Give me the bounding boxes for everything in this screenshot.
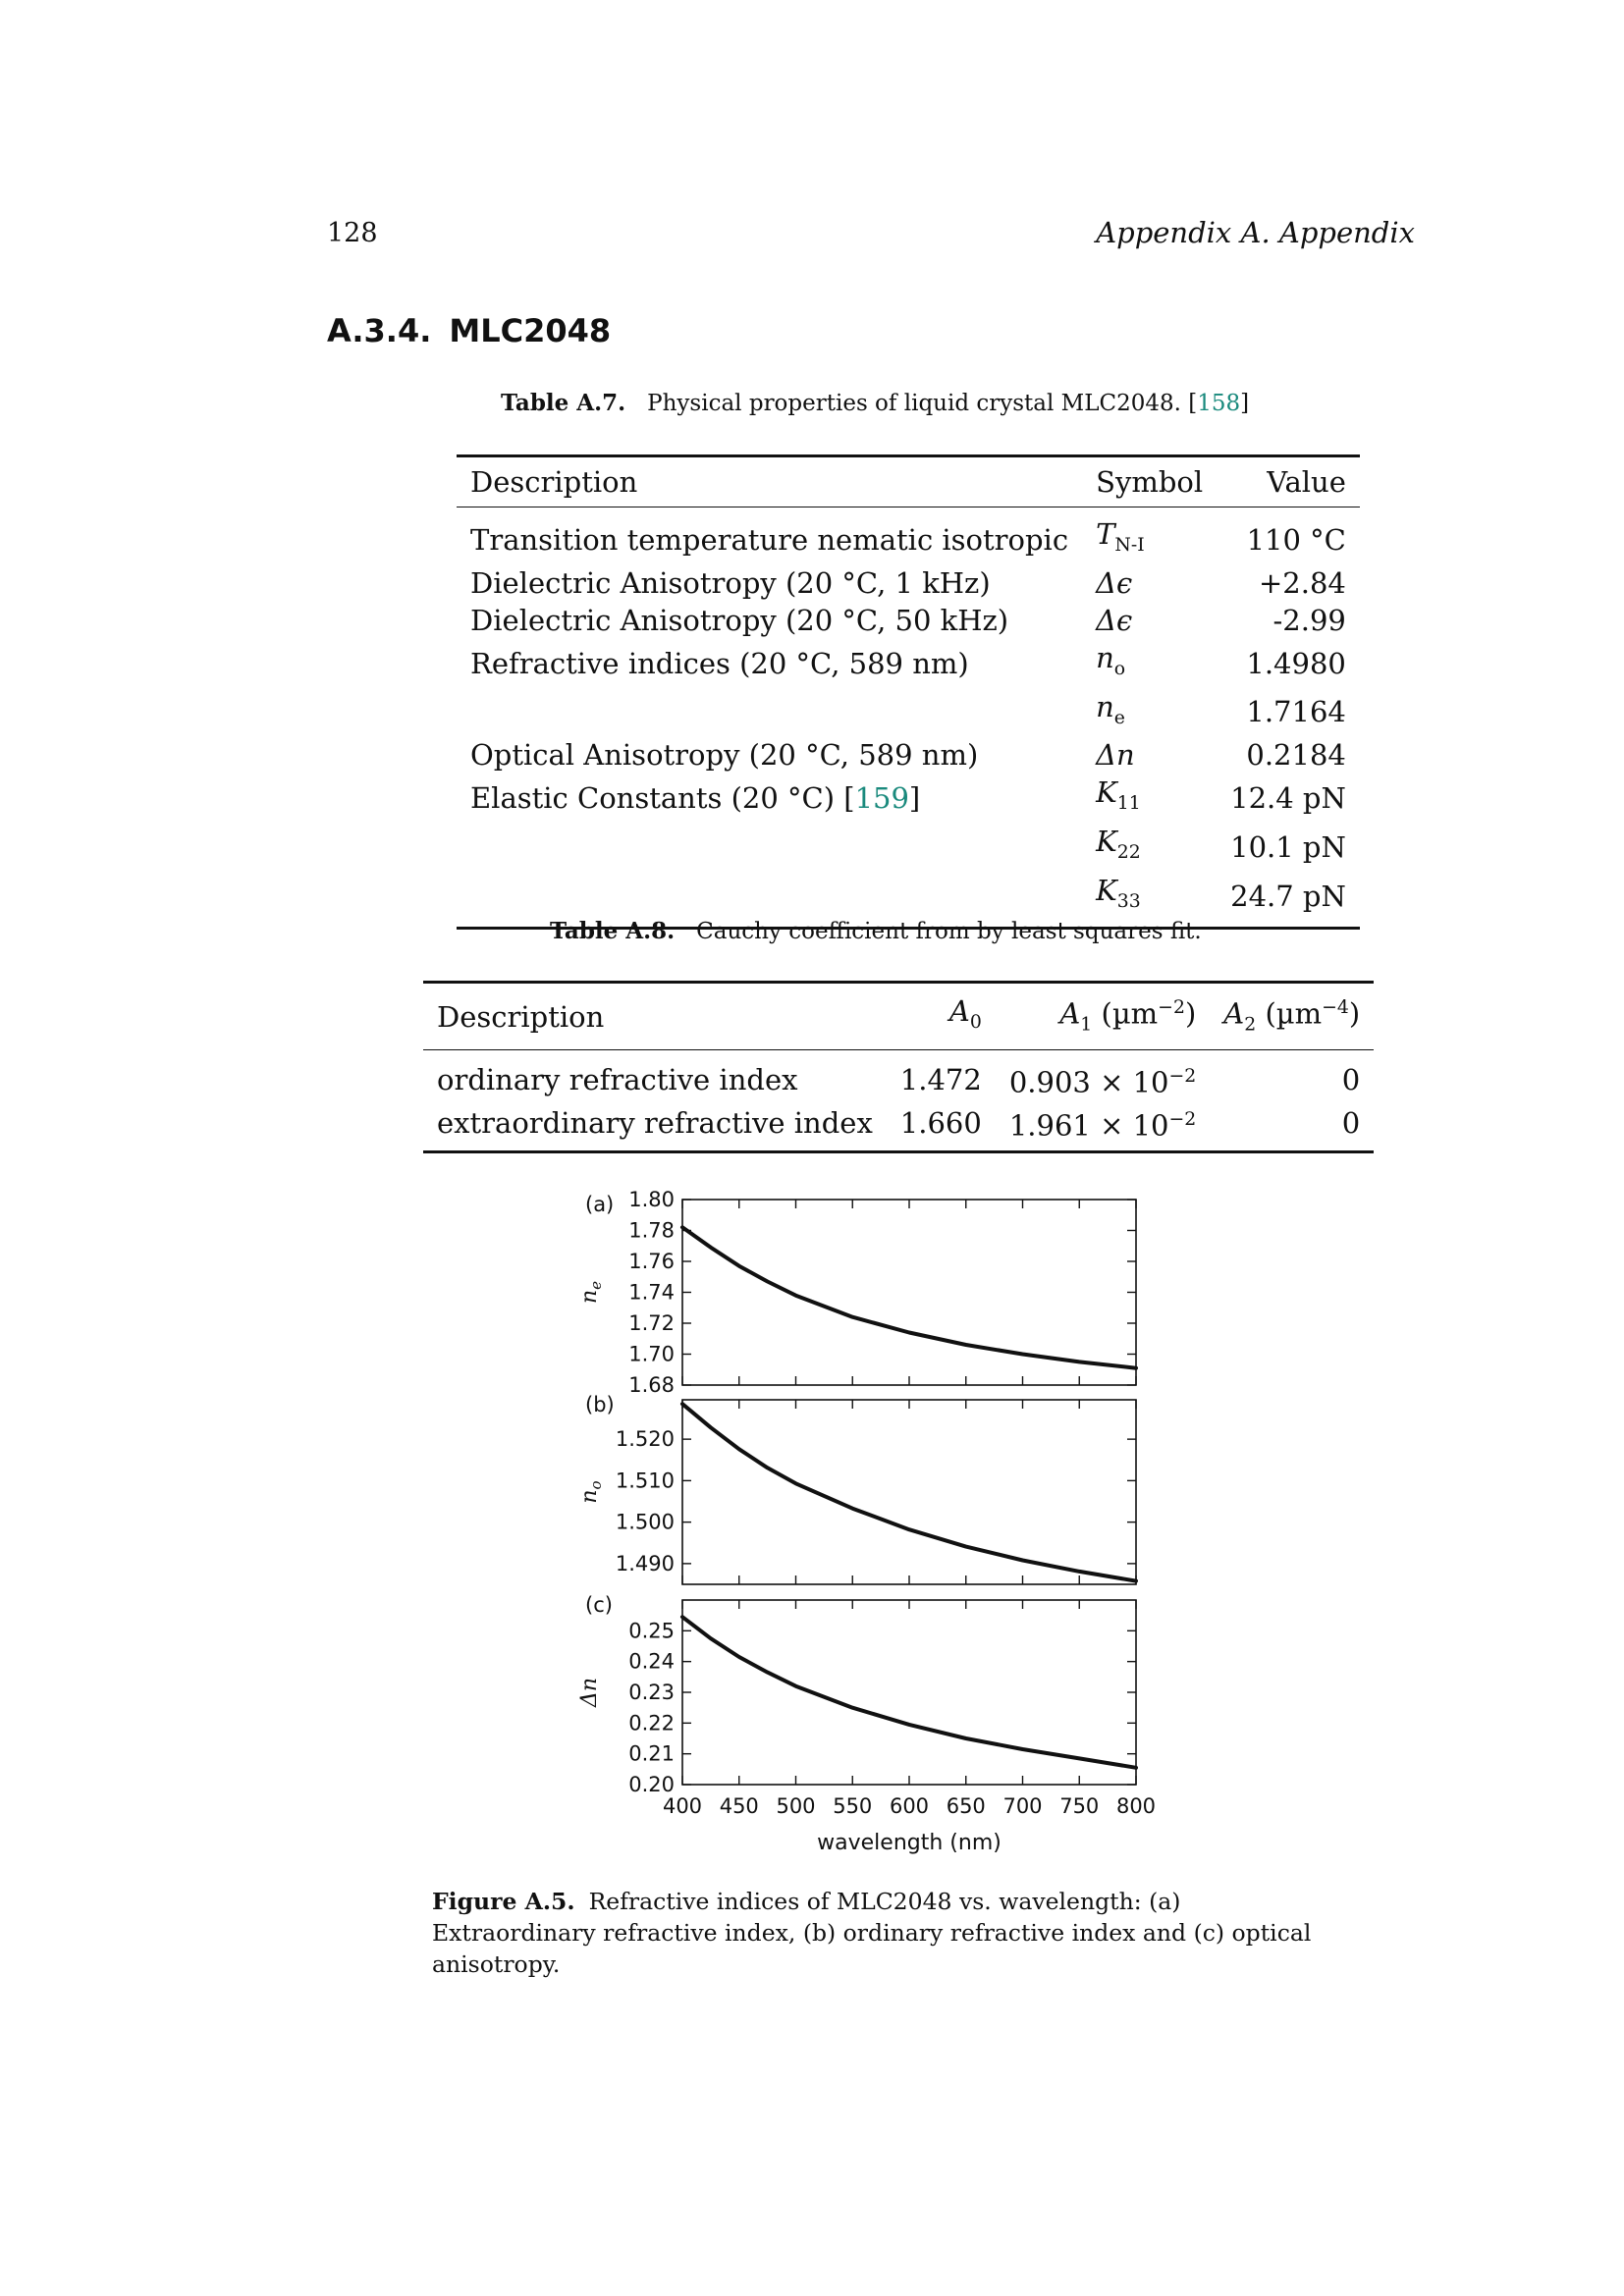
y-tick-label: 0.21	[628, 1741, 675, 1766]
row-symbol: Δn	[1096, 738, 1135, 773]
y-tick-label: 1.510	[615, 1468, 675, 1493]
y-axis-label: $n_o$	[577, 1480, 605, 1504]
row-description: Dielectric Anisotropy (20 °C, 50 kHz)	[470, 603, 1009, 637]
row-description: Transition temperature nematic isotropic	[470, 522, 1069, 557]
y-tick-label: 1.490	[615, 1551, 675, 1575]
y-tick-label: 1.520	[615, 1427, 675, 1452]
row-value: 110 °C	[1246, 522, 1346, 557]
x-tick-label: 500	[776, 1794, 816, 1818]
row-value: 1.4980	[1246, 646, 1346, 680]
row-value: 1.7164	[1246, 695, 1346, 729]
row-symbol: $K_{33}$	[1082, 872, 1217, 928]
row-a1: $1.961 \times 10^{-2}$	[996, 1101, 1210, 1151]
table-a7-ref[interactable]: [158]	[1188, 391, 1250, 416]
table-a8-label: Table A.8.	[550, 918, 676, 944]
panel-label: (a)	[585, 1193, 615, 1216]
page-number: 128	[327, 218, 378, 248]
row-value: 12.4 pN	[1230, 781, 1346, 816]
column-header-value: Value	[1217, 456, 1360, 507]
row-a0: 1.472	[899, 1063, 982, 1097]
column-header-symbol: Symbol	[1082, 456, 1217, 507]
row-description: extraordinary refractive index	[423, 1101, 887, 1151]
y-tick-label: 0.20	[628, 1773, 675, 1796]
y-tick-label: 1.70	[628, 1342, 675, 1366]
plot-frame	[682, 1400, 1136, 1584]
row-description: Dielectric Anisotropy (20 °C, 1 kHz)	[470, 565, 991, 600]
y-tick-label: 0.25	[628, 1619, 675, 1643]
column-header-a0: $A_0$	[887, 983, 996, 1050]
row-a2: 0	[1341, 1063, 1361, 1097]
row-value: 24.7 pN	[1217, 872, 1360, 928]
citation-link[interactable]: 159	[854, 781, 909, 816]
plot-frame	[682, 1200, 1136, 1385]
row-symbol: Δϵ	[1096, 565, 1133, 600]
y-tick-label: 0.23	[628, 1681, 675, 1704]
x-tick-label: 800	[1115, 1794, 1157, 1818]
row-description: Optical Anisotropy (20 °C, 589 nm)	[470, 738, 979, 773]
row-symbol: $n_e$	[1096, 689, 1125, 728]
row-value: +2.84	[1259, 565, 1346, 600]
x-tick-label: 650	[946, 1794, 986, 1818]
x-tick-label: 550	[833, 1794, 873, 1818]
y-tick-label: 1.72	[628, 1311, 675, 1335]
section-number: A.3.4.	[327, 312, 432, 349]
column-header-description: Description	[423, 983, 887, 1050]
y-tick-label: 1.76	[628, 1250, 675, 1273]
column-header-description: Description	[457, 456, 1082, 507]
row-description: Refractive indices (20 °C, 589 nm)	[470, 646, 969, 680]
row-value: -2.99	[1272, 603, 1346, 637]
x-tick-label: 600	[889, 1794, 930, 1818]
running-title: Appendix A. Appendix	[1096, 216, 1415, 249]
table-a8-caption-text: Cauchy coefficient from by least squares fit.	[696, 919, 1202, 944]
row-symbol: $K_{11}$	[1096, 775, 1141, 815]
figure-caption-text: Refractive indices of MLC2048 vs. wavelength: (a) Extraordinary refractive index, (b) ordinary refractive index and (c) optical anisotropy.	[432, 1888, 1312, 1978]
x-axis-label: wavelength (nm)	[817, 1831, 1001, 1855]
y-tick-label: 1.78	[628, 1218, 675, 1243]
row-symbol: $T_{N-I}$	[1096, 517, 1145, 556]
row-description: Elastic Constants (20 °C) [159]	[470, 781, 921, 816]
y-tick-label: 1.500	[615, 1510, 675, 1534]
y-tick-label: 1.68	[628, 1373, 675, 1397]
row-value: 10.1 pN	[1230, 830, 1346, 865]
x-tick-label: 700	[1002, 1794, 1043, 1818]
row-a0: 1.660	[887, 1101, 996, 1151]
column-header-a2: $A_2$ (µm$^{-4}$)	[1210, 983, 1374, 1050]
y-tick-label: 0.22	[628, 1711, 675, 1735]
section-title: MLC2048	[449, 312, 612, 349]
row-a2: 0	[1210, 1101, 1374, 1151]
x-tick-label: 450	[719, 1794, 759, 1818]
row-a1: $0.903 \times 10^{-2}$	[1008, 1066, 1197, 1100]
figure-label: Figure A.5.	[432, 1888, 575, 1915]
y-tick-label: 0.24	[628, 1649, 675, 1674]
table-a7-caption-text: Physical properties of liquid crystal MLC2048.	[647, 391, 1181, 416]
series-line	[682, 1227, 1136, 1367]
figure-caption	[432, 1886, 1316, 1980]
row-description: ordinary refractive index	[437, 1063, 798, 1097]
table-a7-label: Table A.7.	[501, 390, 626, 416]
x-tick-label: 400	[662, 1794, 703, 1818]
y-axis-label: Δn	[577, 1677, 602, 1708]
panel-label: (b)	[585, 1393, 615, 1416]
row-symbol: $n_o$	[1096, 640, 1126, 679]
row-value: 0.2184	[1246, 738, 1346, 773]
series-line	[682, 1617, 1136, 1768]
row-symbol: Δϵ	[1096, 603, 1133, 637]
column-header-a1: $A_1$ (µm$^{-2}$)	[996, 983, 1210, 1050]
y-tick-label: 1.74	[628, 1280, 675, 1305]
y-tick-label: 1.80	[628, 1188, 675, 1211]
y-axis-label: $n_e$	[577, 1280, 605, 1305]
panel-label: (c)	[585, 1593, 613, 1617]
x-tick-label: 750	[1059, 1794, 1100, 1818]
series-line	[682, 1404, 1136, 1580]
row-symbol: $K_{22}$	[1096, 825, 1141, 863]
